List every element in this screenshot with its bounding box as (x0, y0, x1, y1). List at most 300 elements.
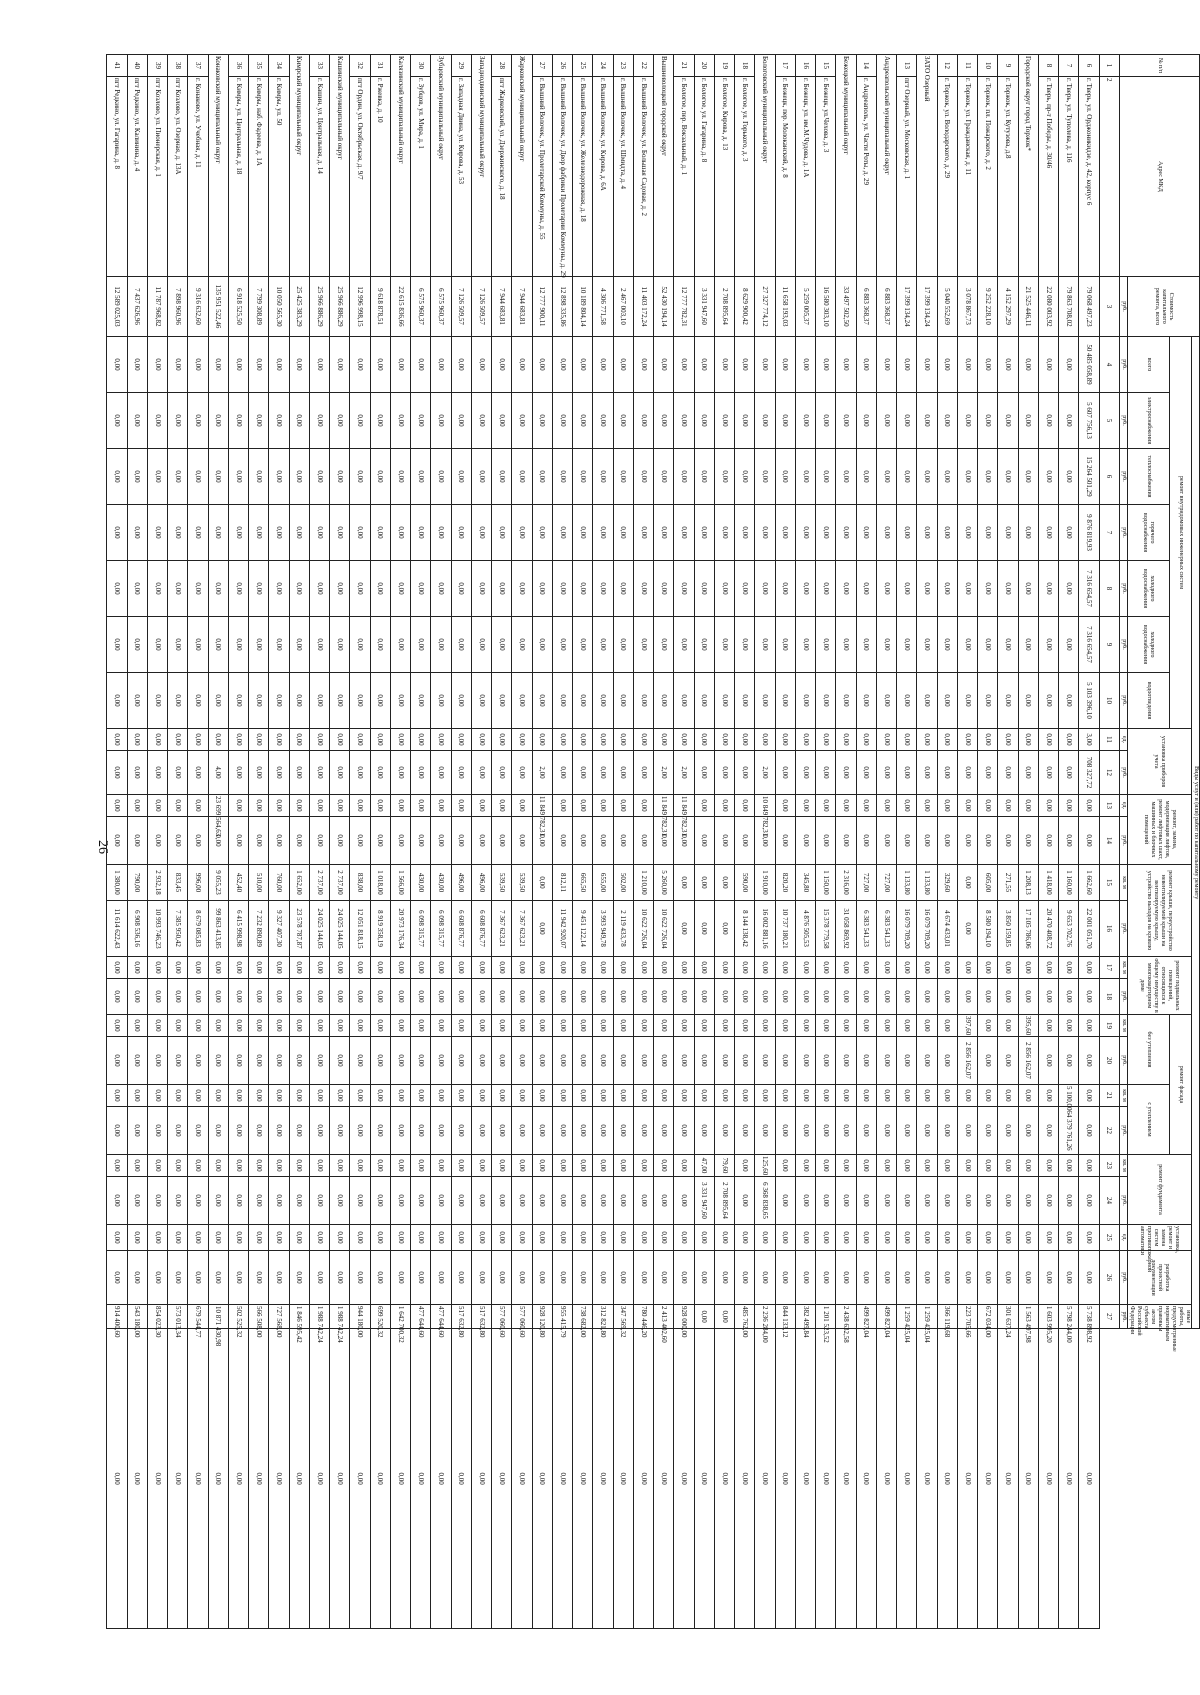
row-value: 0,00 (694, 449, 714, 505)
section-row (654, 55, 674, 1629)
row-value: 0,00 (451, 1177, 471, 1225)
row-value: 0,00 (634, 1085, 654, 1107)
row-value: 0,00 (958, 337, 978, 393)
row-value: 5 260,00 (654, 865, 674, 901)
row-value: 0,00 (573, 817, 593, 865)
row-value: 0,00 (229, 817, 249, 865)
row-value: 0,00 (836, 1329, 856, 1629)
row-number: 14 (856, 55, 876, 77)
row-value: 0,00 (1059, 337, 1079, 393)
row-value: 0,00 (897, 1329, 917, 1629)
row-value: 0,00 (897, 561, 917, 617)
row-value: 0,00 (451, 1155, 471, 1177)
row-value: 0,00 (573, 729, 593, 751)
row-value: 0,00 (654, 1015, 674, 1037)
row-value: 0,00 (836, 1251, 856, 1305)
row-value: 0,00 (877, 751, 897, 795)
row-value: 0,00 (715, 1305, 735, 1329)
row-value: 312 821,80 (593, 1305, 613, 1329)
row-value: 854 023,30 (148, 1305, 168, 1329)
row-value: 0,00 (107, 729, 128, 751)
row-number: 37 (188, 55, 208, 77)
row-value: 0,00 (836, 1037, 856, 1085)
row-value: 0,00 (411, 979, 431, 1015)
row-value: 0,00 (269, 817, 289, 865)
row-value: 2 119 433,78 (613, 901, 633, 957)
row-value: 517 632,80 (451, 1305, 471, 1329)
row-value: 0,00 (492, 561, 512, 617)
row-value: 0,00 (532, 1177, 552, 1225)
row-value: 22 (1099, 1107, 1119, 1155)
row-value: 0,00 (593, 505, 613, 561)
row-value: 0,00 (877, 1225, 897, 1251)
row-value: 0,00 (127, 1251, 147, 1305)
row-value: 0,00 (1059, 1155, 1079, 1177)
row-value: 0,00 (492, 979, 512, 1015)
row-value: 20 (1099, 1037, 1119, 1085)
row-value: 0,00 (958, 673, 978, 729)
table-row (107, 55, 128, 1629)
row-value: 0,00 (917, 337, 937, 393)
row-value: 0,00 (127, 673, 147, 729)
row-total: 33 497 502,50 (836, 277, 856, 337)
row-value: 0,00 (634, 337, 654, 393)
row-value: 6 608 876,77 (472, 901, 492, 957)
row-value: 0,00 (958, 1107, 978, 1155)
row-value: 1 910,00 (755, 865, 775, 901)
row-value: 0,00 (492, 337, 512, 393)
row-number: 40 (127, 55, 147, 77)
row-value: 790,00 (127, 865, 147, 901)
row-value: 0,00 (188, 957, 208, 979)
row-value: 0,00 (978, 729, 998, 751)
page-number: 26 (95, 840, 110, 854)
row-value: 0,00 (573, 1037, 593, 1085)
row-value: 0,00 (512, 957, 532, 979)
row-number: 33 (310, 55, 330, 77)
row-address: г. Вышний Волочек, ул. Шмидта, д. 4 (613, 77, 633, 277)
row-address: г. Вышний Волочек, ул. Кирова, д. 6А (593, 77, 613, 277)
row-value: 0,00 (593, 673, 613, 729)
row-value: 11 849 782,31 (532, 795, 552, 817)
row-value: 0,00 (208, 673, 228, 729)
row-value: 0,00 (775, 1015, 795, 1037)
row-number: 34 (269, 55, 289, 77)
row-value: 0,00 (775, 393, 795, 449)
row-value: 0,00 (532, 865, 552, 901)
row-value: 8 144 138,42 (735, 901, 755, 957)
row-value: 0,00 (1039, 617, 1059, 673)
row-value: 0,00 (958, 1177, 978, 1225)
row-value: 0,00 (553, 1107, 573, 1155)
row-value: 0,00 (573, 979, 593, 1015)
row-value: 0,00 (411, 1085, 431, 1107)
row-value: 0,00 (715, 1251, 735, 1305)
header-with-insulation: с утеплением (1128, 1085, 1170, 1155)
row-value: 0,00 (127, 617, 147, 673)
row-value: 0,00 (998, 729, 1018, 751)
row-value: 0,00 (107, 337, 128, 393)
row-value: 0,00 (451, 729, 471, 751)
section-title: Жарковский муниципальный округ (512, 55, 532, 277)
row-value: 0,00 (634, 1107, 654, 1155)
row-value: 0,00 (755, 505, 775, 561)
row-value: 0,00 (168, 505, 188, 561)
table-row (411, 55, 431, 1629)
row-value: 0,00 (613, 337, 633, 393)
row-total: 10 189 804,14 (573, 277, 593, 337)
row-value: 0,00 (715, 1015, 735, 1037)
row-value: 0,00 (553, 1085, 573, 1107)
row-value: 22 001 051,70 (1079, 901, 1099, 957)
row-value: 0,00 (796, 449, 816, 505)
row-value: 0,00 (391, 1015, 411, 1037)
row-value: 0,00 (148, 449, 168, 505)
row-value: 0,00 (755, 1329, 775, 1629)
row-total: 6 918 525,50 (229, 277, 249, 337)
row-value: 0,00 (775, 673, 795, 729)
row-value: 0,00 (451, 1225, 471, 1251)
row-value: 0,00 (229, 1085, 249, 1107)
row-value: 5 607 756,13 (1079, 393, 1099, 449)
row-value: 0,00 (350, 817, 370, 865)
row-value: 0,00 (1059, 729, 1079, 751)
row-value: 0,00 (391, 1329, 411, 1629)
row-value: 0,00 (472, 1037, 492, 1085)
row-value: 0,00 (289, 337, 309, 393)
row-value: 0,00 (350, 729, 370, 751)
row-value: 0,00 (816, 617, 836, 673)
row-value: 0,00 (391, 1037, 411, 1085)
row-value: 0,00 (735, 1329, 755, 1629)
header-elevator: ремонт, замена, модернизация лифтов, ремонт лифтовых шахт, машинных и блочных помещений (1128, 795, 1192, 865)
row-value: 0,00 (937, 751, 957, 795)
row-value: 0,00 (816, 957, 836, 979)
row-value: 9 327 407,30 (269, 901, 289, 957)
row-value: 0,00 (654, 1037, 674, 1085)
row-value: 0,00 (451, 795, 471, 817)
row-value: 6 383 541,33 (856, 901, 876, 957)
row-value: 0,00 (148, 337, 168, 393)
row-value: 0,00 (310, 1085, 330, 1107)
row-value: 0,00 (755, 817, 775, 865)
row-value: 0,00 (694, 957, 714, 979)
row-value: 0,00 (229, 795, 249, 817)
row-value: 1 652,00 (289, 865, 309, 901)
row-address: пгт Жарковский, ул. Дзержинского, д. 18 (492, 77, 512, 277)
row-value: 0,00 (816, 505, 836, 561)
row-value: 0,00 (451, 337, 471, 393)
row-value: 0,00 (836, 449, 856, 505)
row-value: 0,00 (917, 979, 937, 1015)
row-value: 708 327,72 (1079, 751, 1099, 795)
row-value: 15 (1099, 865, 1119, 901)
row-value: 0,00 (310, 817, 330, 865)
row-value: 0,00 (391, 979, 411, 1015)
row-total: 12 589 025,03 (107, 277, 128, 337)
row-value: 0,00 (188, 1037, 208, 1085)
row-value: 7 367 623,21 (512, 901, 532, 957)
row-value: 0,00 (613, 1107, 633, 1155)
row-value: 0,00 (634, 505, 654, 561)
row-value: 0,00 (694, 979, 714, 1015)
row-value: 0,00 (674, 901, 694, 957)
row-value: 0,00 (1018, 1085, 1038, 1107)
row-value: 0,00 (978, 795, 998, 817)
row-value: 5 (1099, 393, 1119, 449)
row-value: 1 988 742,24 (310, 1305, 330, 1329)
row-value: 0,00 (958, 865, 978, 901)
row-value: 0,00 (917, 1037, 937, 1085)
row-value: 0,00 (796, 957, 816, 979)
row-value: 0,00 (229, 1177, 249, 1225)
row-value: 0,00 (735, 505, 755, 561)
row-value: 0,00 (168, 617, 188, 673)
row-value: 0,00 (350, 1225, 370, 1251)
unit-cell: руб. (1120, 617, 1128, 673)
row-value: 0,00 (492, 1015, 512, 1037)
row-value: 0,00 (289, 673, 309, 729)
row-value: 0,00 (735, 1251, 755, 1305)
row-value: 0,00 (249, 1225, 269, 1251)
row-value: 0,00 (229, 617, 249, 673)
row-total: 6 883 368,37 (877, 277, 897, 337)
row-value: 0,00 (978, 1107, 998, 1155)
row-value: 0,00 (1059, 1251, 1079, 1305)
row-value: 0,00 (188, 617, 208, 673)
row-value: 0,00 (208, 1155, 228, 1177)
row-value: 397,60 (958, 1015, 978, 1037)
row-value: 0,00 (613, 957, 633, 979)
row-value: 8 919 358,19 (370, 901, 390, 957)
row-value: 0,00 (289, 1177, 309, 1225)
row-value: 0,00 (613, 505, 633, 561)
row-value: 0,00 (937, 1155, 957, 1177)
row-value: 0,00 (877, 449, 897, 505)
row-value: 0,00 (735, 817, 755, 865)
row-value: 0,00 (249, 505, 269, 561)
row-value: 0,00 (613, 817, 633, 865)
row-value: 0,00 (107, 1085, 128, 1107)
row-value: 517 632,80 (472, 1305, 492, 1329)
row-value: 0,00 (674, 1155, 694, 1177)
header-electro: электроснабжения (1128, 393, 1170, 449)
row-value: 0,00 (330, 505, 350, 561)
row-value: 0,00 (634, 1329, 654, 1629)
row-total: 11 403 172,24 (634, 277, 654, 337)
row-value: 0,00 (107, 561, 128, 617)
row-value: 0,00 (289, 1107, 309, 1155)
header-engineering-group: ремонт внутридомовых инженерных систем (1169, 337, 1191, 729)
row-value: 0,00 (229, 1107, 249, 1155)
row-value: 0,00 (208, 1251, 228, 1305)
unit-cell: кв. м (1120, 1015, 1128, 1037)
row-value: 0,00 (917, 1225, 937, 1251)
row-value: 0,00 (856, 1251, 876, 1305)
row-number: 23 (613, 55, 633, 77)
row-value: 5 738 898,92 (1079, 1305, 1099, 1329)
row-value: 0,00 (269, 1037, 289, 1085)
row-value: 0,00 (998, 337, 1018, 393)
row-value: 0,00 (958, 1085, 978, 1107)
row-value: 0,00 (593, 449, 613, 505)
row-value: 0,00 (634, 1177, 654, 1225)
row-value: 0,00 (937, 1107, 957, 1155)
row-value: 0,00 (1039, 1177, 1059, 1225)
row-value: 0,00 (269, 1329, 289, 1629)
row-value: 0,00 (593, 1225, 613, 1251)
row-value: 499 827,04 (877, 1305, 897, 1329)
row-value: 0,00 (613, 1329, 633, 1629)
row-value: 0,00 (573, 673, 593, 729)
row-value: 0,00 (289, 1155, 309, 1177)
row-value: 0,00 (370, 817, 390, 865)
header-work-types: Виды услуг и (или) работ по капитальному ремонту (1192, 337, 1200, 1329)
table-row (127, 55, 147, 1629)
header-number: № п/п (1120, 55, 1200, 77)
row-value: 0,00 (654, 979, 674, 1015)
row-value: 7 367 623,21 (492, 901, 512, 957)
row-value: 0,00 (391, 337, 411, 393)
row-value: 0,00 (877, 1251, 897, 1305)
row-value: 0,00 (127, 751, 147, 795)
row-value: 7 316 654,57 (1079, 617, 1099, 673)
row-value: 12 (1099, 751, 1119, 795)
row-value: 4,00 (208, 751, 228, 795)
row-value: 1 210,00 (634, 865, 654, 901)
row-value: 0,00 (269, 449, 289, 505)
row-value: 2,00 (532, 751, 552, 795)
row-value: 0,00 (816, 673, 836, 729)
row-value: 0,00 (127, 817, 147, 865)
table-row (532, 55, 552, 1629)
row-value: 727,00 (856, 865, 876, 901)
row-value: 0,00 (431, 1329, 451, 1629)
row-value: 0,00 (1039, 1155, 1059, 1177)
row-total: 6 575 960,37 (431, 277, 451, 337)
row-value: 0,00 (370, 393, 390, 449)
row-value: 23 (1099, 1155, 1119, 1177)
row-value: 0,00 (512, 1329, 532, 1629)
row-value: 0,00 (654, 1177, 674, 1225)
row-value: 0,00 (674, 673, 694, 729)
row-value: 0,00 (937, 1329, 957, 1629)
row-total: 7 944 683,81 (492, 277, 512, 337)
row-address: г. Бологое, ул. Горького, д. 3 (735, 77, 755, 277)
unit-cell: руб. (1120, 393, 1128, 449)
row-value: 0,00 (127, 1329, 147, 1629)
row-value: 0,00 (593, 1107, 613, 1155)
row-value: 0,00 (775, 1085, 795, 1107)
row-value: 0,00 (775, 337, 795, 393)
row-value: 9 (1099, 617, 1119, 673)
units-row (1120, 55, 1128, 1629)
row-value: 0,00 (289, 505, 309, 561)
row-value: 0,00 (634, 1037, 654, 1085)
row-value: 0,00 (472, 1155, 492, 1177)
row-value: 1 208,13 (1018, 865, 1038, 901)
row-value: 0,00 (1079, 1085, 1099, 1107)
row-value: 0,00 (654, 617, 674, 673)
row-value: 0,00 (451, 1251, 471, 1305)
row-value: 0,00 (978, 1329, 998, 1629)
header-design: разработка проектной документации (1128, 1251, 1192, 1305)
row-value: 5 798 244,00 (1059, 1305, 1079, 1329)
row-value: 0,00 (472, 449, 492, 505)
row-value: 0,00 (269, 1251, 289, 1305)
row-value: 0,00 (674, 1329, 694, 1629)
row-value: 0,00 (958, 505, 978, 561)
row-value: 0,00 (958, 449, 978, 505)
row-value: 0,00 (249, 817, 269, 865)
row-value: 0,00 (573, 1251, 593, 1305)
row-value: 0,00 (350, 393, 370, 449)
row-value: 0,00 (269, 561, 289, 617)
row-value: 0,00 (391, 1155, 411, 1177)
row-value: 0,00 (917, 1177, 937, 1225)
row-address: г. Ржевка, д. 10 (370, 77, 390, 277)
table-row (816, 55, 836, 1629)
row-value: 0,00 (613, 1037, 633, 1085)
row-value: 0,00 (208, 817, 228, 865)
section-title: Бежецкий муниципальный округ (836, 55, 856, 277)
row-value: 0,00 (451, 979, 471, 1015)
row-address: г. Бежецк, ул.Чехова, д. 3 (816, 77, 836, 277)
row-value: 0,00 (877, 1329, 897, 1629)
row-total: 7 944 683,81 (512, 277, 532, 337)
row-value: 0,00 (249, 729, 269, 751)
row-value: 0,00 (937, 1085, 957, 1107)
row-value: 0,00 (796, 1155, 816, 1177)
row-address: пгт Козлово, ул. Озерная, д. 13А (168, 77, 188, 277)
row-value: 0,00 (269, 337, 289, 393)
row-value: 0,00 (370, 617, 390, 673)
row-value: 0,00 (836, 673, 856, 729)
row-value: 0,00 (978, 337, 998, 393)
row-value: 0,00 (836, 393, 856, 449)
row-value: 0,00 (755, 393, 775, 449)
row-value: 0,00 (310, 1329, 330, 1629)
row-value: 0,00 (1079, 957, 1099, 979)
row-value: 0,00 (451, 617, 471, 673)
row-value: 0,00 (978, 1177, 998, 1225)
row-value: 329,60 (937, 865, 957, 901)
row-value: 0,00 (289, 617, 309, 673)
table-row (613, 55, 633, 1629)
row-value: 0,00 (917, 561, 937, 617)
row-value: 0,00 (411, 751, 431, 795)
row-value: 0,00 (856, 505, 876, 561)
row-value: 0,00 (735, 449, 755, 505)
row-value: 0,00 (472, 795, 492, 817)
row-value: 0,00 (188, 795, 208, 817)
row-value: 2,00 (755, 751, 775, 795)
row-value: 0,00 (613, 1015, 633, 1037)
row-value: 0,00 (310, 1155, 330, 1177)
row-value: 0,00 (431, 505, 451, 561)
row-value: 0,00 (553, 673, 573, 729)
row-value: 0,00 (796, 979, 816, 1015)
row-value: 24 025 144,05 (310, 901, 330, 957)
row-value: 0,00 (512, 817, 532, 865)
row-value: 0,00 (512, 505, 532, 561)
row-value: 0,00 (229, 393, 249, 449)
row-value: 0,00 (188, 1177, 208, 1225)
row-value: 0,00 (472, 957, 492, 979)
row-value: 0,00 (998, 1037, 1018, 1085)
row-value: 0,00 (654, 957, 674, 979)
row-value: 0,00 (289, 979, 309, 1015)
